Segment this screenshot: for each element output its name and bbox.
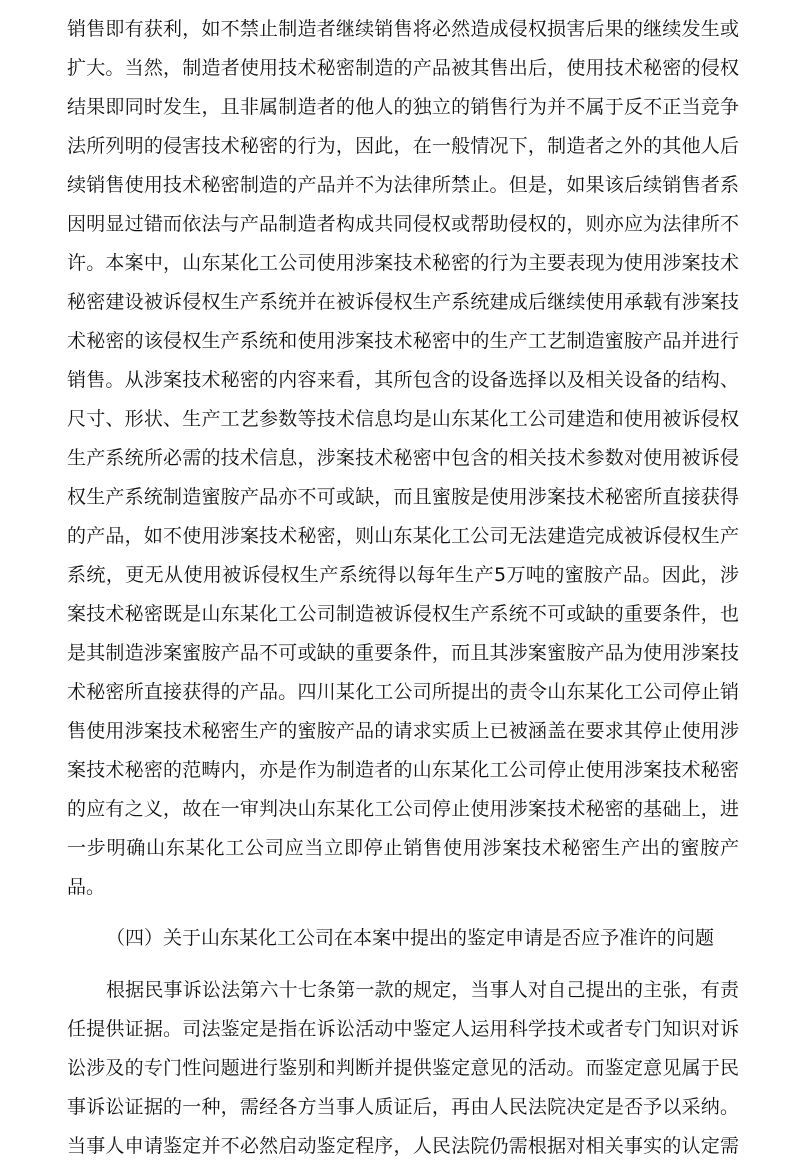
paragraph-1-line-18: 术秘密所直接获得的产品。四川某化工公司所提出的责令山东某化工公司停止销 — [67, 681, 739, 703]
paragraph-1-line-14: 的产品，如不使用涉案技术秘密，则山东某化工公司无法建造完成被诉侵权生产 — [67, 525, 739, 547]
paragraph-2-line-4: 事诉讼证据的一种，需经各方当事人质证后，再由人民法院决定是否予以采纳。 — [67, 1096, 739, 1118]
paragraph-2-line-3: 讼涉及的专门性问题进行鉴别和判断并提供鉴定意见的活动。而鉴定意见属于民 — [67, 1057, 739, 1079]
paragraph-1-line-6: 因明显过错而依法与产品制造者构成共同侵权或帮助侵权的，则亦应为法律所不 — [67, 213, 739, 235]
paragraph-1-line-1: 销售即有获利，如不禁止制造者继续销售将必然造成侵权损害后果的继续发生或 — [67, 18, 739, 40]
paragraph-1-line-15: 系统，更无从使用被诉侵权生产系统得以每年生产5万吨的蜜胺产品。因此，涉 — [67, 564, 739, 586]
paragraph-2-line-1: 根据民事诉讼法第六十七条第一款的规定，当事人对自己提出的主张，有责 — [106, 979, 739, 1001]
section-heading: （四）关于山东某化工公司在本案中提出的鉴定申请是否应予准许的问题 — [106, 927, 715, 949]
paragraph-1-line-8: 秘密建设被诉侵权生产系统并在被诉侵权生产系统建成后继续使用承载有涉案技 — [67, 291, 739, 313]
paragraph-1-line-21: 的应有之义，故在一审判决山东某化工公司停止使用涉案技术秘密的基础上，进 — [67, 798, 739, 820]
paragraph-1-line-11: 尺寸、形状、生产工艺参数等技术信息均是山东某化工公司建造和使用被诉侵权 — [67, 408, 739, 430]
paragraph-2-line-5: 当事人申请鉴定并不必然启动鉴定程序，人民法院仍需根据对相关事实的认定需 — [67, 1135, 739, 1157]
paragraph-1-line-16: 案技术秘密既是山东某化工公司制造被诉侵权生产系统不可或缺的重要条件，也 — [67, 603, 739, 625]
paragraph-1-line-9: 术秘密的该侵权生产系统和使用涉案技术秘密中的生产工艺制造蜜胺产品并进行 — [67, 330, 739, 352]
paragraph-1-line-17: 是其制造涉案蜜胺产品不可或缺的重要条件，而且其涉案蜜胺产品为使用涉案技 — [67, 642, 739, 664]
paragraph-1-line-23: 品。 — [67, 876, 106, 898]
paragraph-1-line-7: 许。本案中，山东某化工公司使用涉案技术秘密的行为主要表现为使用涉案技术 — [67, 252, 739, 274]
paragraph-1-line-12: 生产系统所必需的技术信息，涉案技术秘密中包含的相关技术参数对使用被诉侵 — [67, 447, 739, 469]
paragraph-1-line-3: 结果即同时发生，且非属制造者的他人的独立的销售行为并不属于反不正当竞争 — [67, 96, 739, 118]
paragraph-1-line-5: 续销售使用技术秘密制造的产品并不为法律所禁止。但是，如果该后续销售者系 — [67, 174, 739, 196]
paragraph-1-line-2: 扩大。当然，制造者使用技术秘密制造的产品被其售出后，使用技术秘密的侵权 — [67, 57, 739, 79]
paragraph-1-line-4: 法所列明的侵害技术秘密的行为，因此，在一般情况下，制造者之外的其他人后 — [67, 135, 739, 157]
paragraph-1-line-10: 销售。从涉案技术秘密的内容来看，其所包含的设备选择以及相关设备的结构、 — [67, 369, 739, 391]
paragraph-1-line-19: 售使用涉案技术秘密生产的蜜胺产品的请求实质上已被涵盖在要求其停止使用涉 — [67, 720, 739, 742]
paragraph-1-line-20: 案技术秘密的范畴内，亦是作为制造者的山东某化工公司停止使用涉案技术秘密 — [67, 759, 739, 781]
paragraph-1-line-13: 权生产系统制造蜜胺产品亦不可或缺，而且蜜胺是使用涉案技术秘密所直接获得 — [67, 486, 739, 508]
paragraph-2-line-2: 任提供证据。司法鉴定是指在诉讼活动中鉴定人运用科学技术或者专门知识对诉 — [67, 1018, 739, 1040]
paragraph-1-line-22: 一步明确山东某化工公司应当立即停止销售使用涉案技术秘密生产出的蜜胺产 — [67, 837, 739, 859]
